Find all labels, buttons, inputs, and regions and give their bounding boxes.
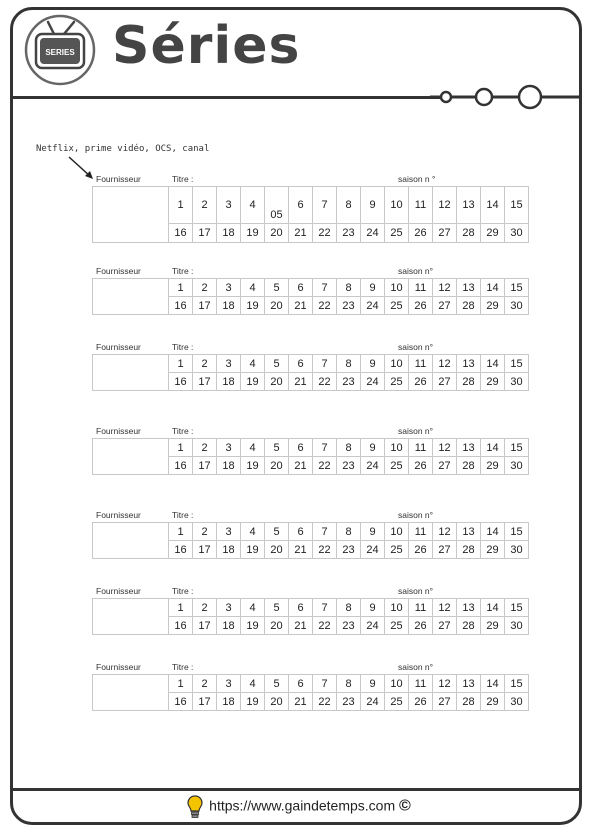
episode-cell[interactable]: 30 [505,373,529,391]
episode-cell[interactable]: 30 [505,224,529,243]
episode-cell[interactable]: 19 [241,617,265,635]
episode-cell[interactable]: 12 [433,187,457,224]
episode-cell[interactable]: 26 [409,693,433,711]
episode-cell[interactable]: 4 [241,675,265,693]
episode-cell[interactable]: 29 [481,693,505,711]
episode-cell[interactable]: 16 [169,373,193,391]
episode-cell[interactable]: 14 [481,675,505,693]
episode-grid [92,674,529,711]
episode-cell[interactable]: 12 [433,279,457,297]
episode-cell[interactable]: 22 [313,457,337,475]
episode-cell[interactable]: 2 [193,439,217,457]
episode-cell[interactable]: 6 [289,355,313,373]
episode-cell[interactable]: 27 [433,617,457,635]
episode-cell[interactable]: 21 [289,541,313,559]
episode-cell[interactable]: 29 [481,457,505,475]
episode-cell[interactable]: 21 [289,224,313,243]
episode-cell[interactable]: 9 [361,187,385,224]
episode-cell[interactable]: 2 [193,355,217,373]
episode-cell[interactable]: 19 [241,457,265,475]
provider-label: Fournisseur [96,266,141,276]
episode-cell[interactable]: 12 [433,523,457,541]
episode-cell[interactable]: 5 [265,279,289,297]
episode-grid [92,438,529,475]
episode-cell[interactable]: 7 [313,279,337,297]
episode-cell[interactable]: 7 [313,599,337,617]
episode-cell[interactable]: 30 [505,541,529,559]
episode-cell[interactable]: 9 [361,355,385,373]
episode-cell[interactable]: 9 [361,675,385,693]
episode-cell[interactable]: 17 [193,693,217,711]
title-label: Titre : [172,510,194,520]
episode-cell[interactable]: 17 [193,297,217,315]
episode-cell[interactable]: 20 [265,297,289,315]
episode-cell[interactable]: 8 [337,599,361,617]
episode-cell[interactable]: 25 [385,693,409,711]
episode-cell[interactable]: 19 [241,224,265,243]
series-block [92,662,523,711]
episode-cell[interactable]: 24 [361,224,385,243]
episode-cell[interactable]: 18 [217,617,241,635]
episode-cell[interactable]: 27 [433,224,457,243]
episode-cell[interactable]: 10 [385,523,409,541]
circles-decoration-icon [430,84,580,110]
episode-cell[interactable]: 13 [457,675,481,693]
episode-cell[interactable]: 26 [409,457,433,475]
header-divider [12,96,442,99]
episode-cell[interactable]: 23 [337,541,361,559]
episode-cell[interactable]: 21 [289,297,313,315]
episode-cell[interactable]: 25 [385,541,409,559]
episode-cell[interactable]: 1 [169,355,193,373]
episode-cell[interactable]: 25 [385,457,409,475]
episode-cell[interactable]: 14 [481,279,505,297]
title-label: Titre : [172,426,194,436]
episode-cell[interactable]: 18 [217,693,241,711]
episode-cell[interactable]: 7 [313,355,337,373]
episode-cell[interactable]: 6 [289,599,313,617]
episode-cell[interactable]: 18 [217,224,241,243]
episode-cell[interactable]: 14 [481,599,505,617]
series-block [92,426,523,475]
season-label: saison n° [398,662,434,672]
episode-cell[interactable]: 16 [169,541,193,559]
episode-cell[interactable]: 30 [505,617,529,635]
season-label: saison n° [398,266,434,276]
episode-cell[interactable]: 16 [169,693,193,711]
episode-cell[interactable]: 8 [337,439,361,457]
provider-label: Fournisseur [96,426,141,436]
provider-cell[interactable] [93,279,169,315]
episode-cell[interactable]: 24 [361,617,385,635]
episode-cell[interactable]: 17 [193,373,217,391]
episode-cell[interactable]: 24 [361,373,385,391]
episode-cell[interactable]: 5 [265,599,289,617]
episode-cell[interactable]: 8 [337,187,361,224]
footer-url[interactable]: https://www.gaindetemps.com [209,797,396,814]
title-label: Titre : [172,174,194,184]
provider-note: Netflix, prime vidéo, OCS, canal [36,144,210,154]
provider-cell[interactable] [93,523,169,559]
episode-cell[interactable]: 4 [241,439,265,457]
episode-cell[interactable]: 18 [217,373,241,391]
episode-cell[interactable]: 1 [169,599,193,617]
episode-cell[interactable]: 22 [313,224,337,243]
episode-cell[interactable]: 15 [505,279,529,297]
episode-cell[interactable]: 13 [457,599,481,617]
episode-cell[interactable]: 15 [505,523,529,541]
footer [0,795,598,819]
title-label: Titre : [172,266,194,276]
episode-cell[interactable]: 28 [457,373,481,391]
episode-cell[interactable]: 26 [409,373,433,391]
episode-cell[interactable]: 12 [433,355,457,373]
episode-cell[interactable]: 28 [457,224,481,243]
episode-cell[interactable]: 16 [169,297,193,315]
episode-cell[interactable]: 9 [361,439,385,457]
episode-cell[interactable]: 29 [481,541,505,559]
episode-cell[interactable]: 17 [193,617,217,635]
episode-cell[interactable]: 6 [289,439,313,457]
episode-cell[interactable]: 8 [337,355,361,373]
episode-cell[interactable]: 6 [289,675,313,693]
episode-cell[interactable]: 28 [457,693,481,711]
episode-cell[interactable]: 11 [409,279,433,297]
episode-cell[interactable]: 15 [505,675,529,693]
season-label: saison n ° [398,174,436,184]
episode-grid [92,598,529,635]
episode-cell[interactable]: 29 [481,617,505,635]
episode-cell[interactable]: 30 [505,297,529,315]
episode-cell[interactable]: 2 [193,187,217,224]
episode-cell[interactable]: 22 [313,541,337,559]
episode-cell[interactable]: 9 [361,599,385,617]
provider-cell[interactable] [93,599,169,635]
episode-cell[interactable]: 3 [217,439,241,457]
episode-cell[interactable]: 8 [337,279,361,297]
episode-cell[interactable]: 28 [457,297,481,315]
episode-cell[interactable]: 6 [289,187,313,224]
episode-cell[interactable]: 3 [217,355,241,373]
episode-cell[interactable]: 26 [409,297,433,315]
episode-cell[interactable]: 3 [217,523,241,541]
episode-cell[interactable]: 23 [337,224,361,243]
episode-cell[interactable]: 24 [361,297,385,315]
episode-cell[interactable]: 28 [457,457,481,475]
episode-cell[interactable]: 23 [337,457,361,475]
series-block [92,586,523,635]
provider-cell[interactable] [93,355,169,391]
episode-cell[interactable]: 11 [409,523,433,541]
episode-cell[interactable]: 6 [289,279,313,297]
episode-cell[interactable]: 20 [265,617,289,635]
episode-cell[interactable]: 2 [193,523,217,541]
series-block-1 [92,174,523,243]
logo-text: SERIES [45,48,75,57]
episode-cell[interactable]: 8 [337,675,361,693]
series-block [92,266,523,315]
lightbulb-icon [187,795,203,819]
episode-cell[interactable]: 11 [409,439,433,457]
episode-cell[interactable]: 8 [337,523,361,541]
episode-cell[interactable]: 11 [409,599,433,617]
episode-cell[interactable]: 15 [505,439,529,457]
episode-cell[interactable]: 3 [217,675,241,693]
episode-cell[interactable]: 23 [337,297,361,315]
episode-cell[interactable]: 6 [289,523,313,541]
page-title: Séries [112,16,301,76]
episode-cell[interactable]: 23 [337,617,361,635]
episode-cell[interactable]: 1 [169,439,193,457]
episode-cell[interactable]: 3 [217,599,241,617]
episode-cell[interactable]: 19 [241,373,265,391]
episode-cell[interactable]: 21 [289,693,313,711]
episode-cell[interactable]: 11 [409,187,433,224]
footer-divider [12,788,580,791]
provider-cell[interactable] [93,187,169,243]
episode-cell[interactable]: 20 [265,693,289,711]
episode-cell[interactable]: 22 [313,693,337,711]
episode-cell[interactable]: 27 [433,541,457,559]
episode-cell[interactable]: 12 [433,439,457,457]
episode-cell[interactable]: 18 [217,457,241,475]
episode-cell[interactable]: 2 [193,279,217,297]
episode-cell[interactable]: 4 [241,599,265,617]
episode-cell[interactable]: 7 [313,523,337,541]
episode-cell[interactable]: 20 [265,224,289,243]
episode-cell[interactable]: 12 [433,599,457,617]
episode-cell[interactable]: 23 [337,373,361,391]
series-block [92,510,523,559]
provider-cell[interactable] [93,439,169,475]
episode-cell[interactable]: 17 [193,457,217,475]
episode-cell[interactable]: 25 [385,224,409,243]
provider-label: Fournisseur [96,586,141,596]
episode-grid [92,354,529,391]
episode-cell[interactable]: 4 [241,279,265,297]
episode-cell[interactable]: 26 [409,541,433,559]
episode-cell[interactable]: 29 [481,224,505,243]
provider-label: Fournisseur [96,342,141,352]
title-label: Titre : [172,586,194,596]
episode-cell[interactable]: 7 [313,187,337,224]
episode-cell[interactable]: 4 [241,355,265,373]
provider-cell[interactable] [93,675,169,711]
season-label: saison n° [398,342,434,352]
provider-label: Fournisseur [96,174,141,184]
episode-cell[interactable]: 21 [289,457,313,475]
episode-cell[interactable]: 1 [169,279,193,297]
episode-cell[interactable]: 12 [433,675,457,693]
episode-cell[interactable]: 9 [361,523,385,541]
episode-cell[interactable]: 05 [265,187,289,224]
episode-cell[interactable]: 19 [241,297,265,315]
episode-cell[interactable]: 10 [385,599,409,617]
episode-cell[interactable]: 14 [481,439,505,457]
episode-cell[interactable]: 16 [169,457,193,475]
episode-cell[interactable]: 13 [457,187,481,224]
episode-cell[interactable]: 15 [505,187,529,224]
episode-cell[interactable]: 2 [193,675,217,693]
episode-cell[interactable]: 24 [361,541,385,559]
episode-cell[interactable]: 9 [361,279,385,297]
episode-cell[interactable]: 20 [265,373,289,391]
episode-cell[interactable]: 19 [241,693,265,711]
episode-cell[interactable]: 27 [433,457,457,475]
tv-logo-icon [24,14,96,86]
episode-cell[interactable]: 10 [385,187,409,224]
episode-cell[interactable]: 5 [265,439,289,457]
provider-label: Fournisseur [96,510,141,520]
episode-cell[interactable]: 13 [457,355,481,373]
episode-cell[interactable]: 10 [385,355,409,373]
episode-cell[interactable]: 23 [337,693,361,711]
episode-cell[interactable]: 18 [217,297,241,315]
episode-cell[interactable]: 25 [385,297,409,315]
episode-grid [92,186,529,243]
episode-cell[interactable]: 26 [409,617,433,635]
series-block [92,342,523,391]
episode-cell[interactable]: 20 [265,457,289,475]
episode-cell[interactable]: 16 [169,617,193,635]
episode-cell[interactable]: 10 [385,439,409,457]
provider-label: Fournisseur [96,662,141,672]
episode-cell[interactable]: 18 [217,541,241,559]
episode-cell[interactable]: 30 [505,693,529,711]
episode-cell[interactable]: 24 [361,457,385,475]
episode-cell[interactable]: 21 [289,373,313,391]
episode-cell[interactable]: 13 [457,523,481,541]
episode-cell[interactable]: 17 [193,541,217,559]
episode-cell[interactable]: 27 [433,297,457,315]
episode-cell[interactable]: 26 [409,224,433,243]
episode-cell[interactable]: 5 [265,355,289,373]
episode-cell[interactable]: 16 [169,224,193,243]
episode-cell[interactable]: 11 [409,355,433,373]
season-label: saison n° [398,510,434,520]
episode-cell[interactable]: 13 [457,279,481,297]
episode-cell[interactable]: 22 [313,617,337,635]
episode-cell[interactable]: 22 [313,373,337,391]
episode-cell[interactable]: 22 [313,297,337,315]
episode-cell[interactable]: 20 [265,541,289,559]
episode-cell[interactable]: 13 [457,439,481,457]
episode-cell[interactable]: 2 [193,599,217,617]
episode-cell[interactable]: 28 [457,541,481,559]
episode-cell[interactable]: 14 [481,187,505,224]
episode-cell[interactable]: 24 [361,693,385,711]
episode-cell[interactable]: 15 [505,599,529,617]
episode-cell[interactable]: 27 [433,693,457,711]
episode-cell[interactable]: 7 [313,675,337,693]
episode-cell[interactable]: 17 [193,224,217,243]
episode-cell[interactable]: 14 [481,523,505,541]
episode-cell[interactable]: 27 [433,373,457,391]
episode-cell[interactable]: 3 [217,279,241,297]
episode-cell[interactable]: 15 [505,355,529,373]
copyright-symbol: © [399,797,411,815]
episode-cell[interactable]: 21 [289,617,313,635]
episode-cell[interactable]: 25 [385,617,409,635]
season-label: saison n° [398,586,434,596]
season-label: saison n° [398,426,434,436]
episode-cell[interactable]: 11 [409,675,433,693]
episode-cell[interactable]: 28 [457,617,481,635]
episode-cell[interactable]: 5 [265,675,289,693]
episode-cell[interactable]: 10 [385,675,409,693]
episode-grid [92,278,529,315]
episode-cell[interactable]: 10 [385,279,409,297]
episode-cell[interactable]: 3 [217,187,241,224]
episode-cell[interactable]: 7 [313,439,337,457]
episode-cell[interactable]: 1 [169,675,193,693]
title-label: Titre : [172,662,194,672]
episode-cell[interactable]: 1 [169,523,193,541]
episode-cell[interactable]: 19 [241,541,265,559]
episode-cell[interactable]: 30 [505,457,529,475]
episode-cell[interactable]: 4 [241,187,265,224]
episode-cell[interactable]: 5 [265,523,289,541]
episode-grid [92,522,529,559]
episode-cell[interactable]: 29 [481,373,505,391]
episode-cell[interactable]: 14 [481,355,505,373]
episode-cell[interactable]: 25 [385,373,409,391]
episode-cell[interactable]: 29 [481,297,505,315]
title-label: Titre : [172,342,194,352]
episode-cell[interactable]: 4 [241,523,265,541]
episode-cell[interactable]: 1 [169,187,193,224]
